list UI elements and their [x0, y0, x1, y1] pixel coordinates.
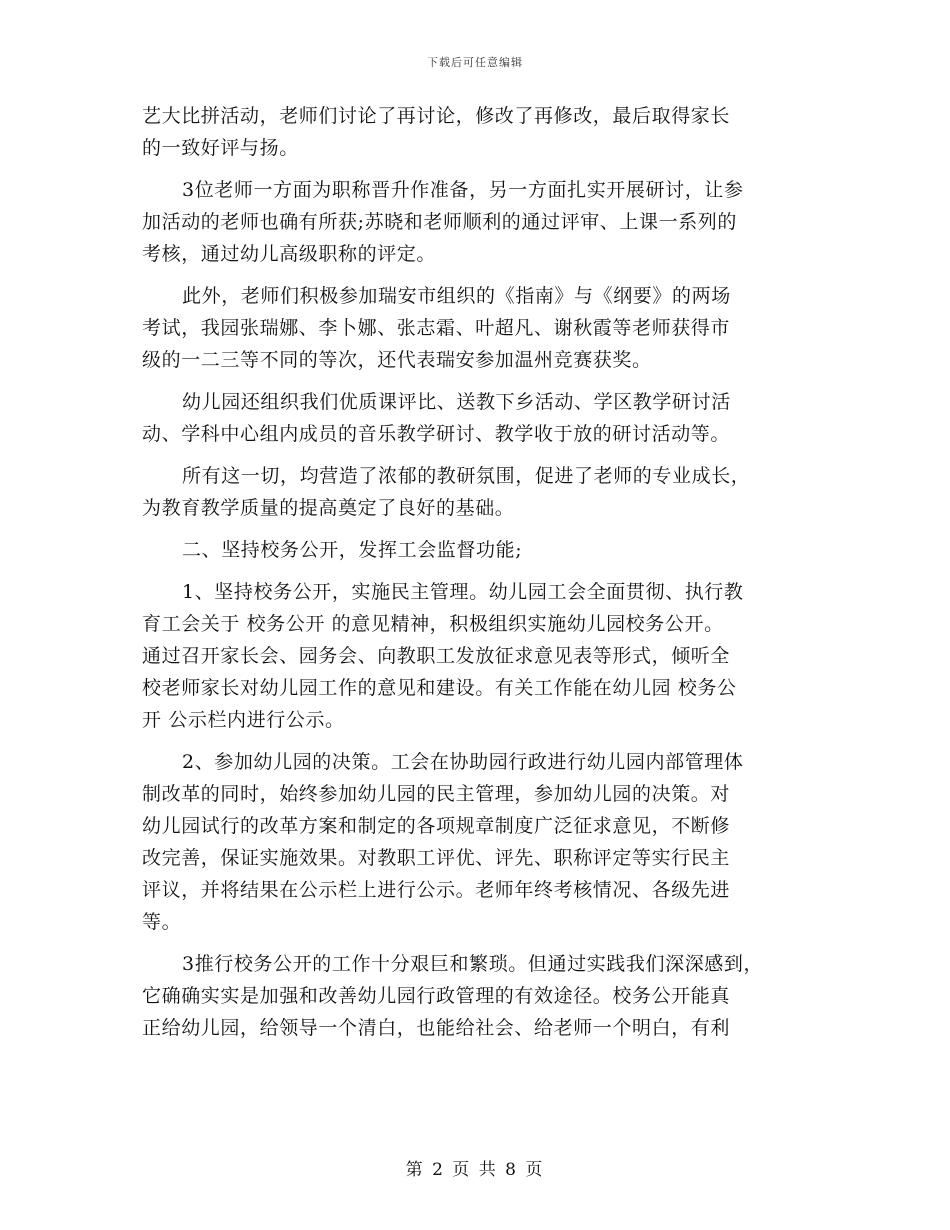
- text-line: 幼儿园试行的改革方案和制定的各项规章制度广泛征求意见，不断修: [142, 815, 731, 837]
- text-line: 等。: [142, 911, 182, 933]
- text-line: 开 公示栏内进行公示。: [142, 709, 345, 731]
- text-line: 通过召开家长会、园务会、向教职工发放征求意见表等形式，倾听全: [142, 645, 731, 667]
- text-line: 评议，并将结果在公示栏上进行公示。老师年终考核情况、各级先进: [142, 879, 731, 901]
- text-line: 考核，通过幼儿高级职称的评定。: [142, 243, 437, 265]
- paragraph-first-line: 幼儿园还组织我们优质课评比、送教下乡活动、学区教学研讨活: [182, 391, 731, 413]
- text-line: 的一致好评与扬。: [142, 137, 299, 159]
- page-header: 下载后可任意编辑: [427, 56, 523, 69]
- text-line: 校老师家长对幼儿园工作的意见和建设。有关工作能在幼儿园 校务公: [142, 677, 737, 699]
- paragraph-first-line: 此外，老师们积极参加瑞安市组织的《指南》与《纲要》的两场: [182, 285, 731, 307]
- section-heading: 二、坚持校务公开，发挥工会监督功能;: [182, 539, 523, 561]
- text-line: 为教育教学质量的提高奠定了良好的基础。: [142, 497, 515, 519]
- text-line: 考试，我园张瑞娜、李卜娜、张志霜、叶超凡、谢秋霞等老师获得市: [142, 317, 731, 339]
- text-line: 改完善，保证实施效果。对教职工评优、评先、职称评定等实行民主: [142, 847, 731, 869]
- text-line: 动、学科中心组内成员的音乐教学研讨、教学收于放的研讨活动等。: [142, 423, 731, 445]
- text-line: 艺大比拼活动，老师们讨论了再讨论，修改了再修改，最后取得家长: [142, 105, 731, 127]
- text-line: 级的一二三等不同的等次，还代表瑞安参加温州竞赛获奖。: [142, 349, 652, 371]
- text-line: 育工会关于 校务公开 的意见精神，积极组织实施幼儿园校务公开。: [142, 613, 724, 635]
- paragraph-first-line: 2、参加幼儿园的决策。工会在协助园行政进行幼儿园内部管理体: [182, 751, 744, 773]
- text-line: 加活动的老师也确有所获;苏晓和老师顺利的通过评审、上课一系列的: [142, 211, 738, 233]
- paragraph-first-line: 3位老师一方面为职称晋升作准备，另一方面扎实开展研讨，让参: [182, 179, 744, 201]
- text-line: 正给幼儿园，给领导一个清白，也能给社会、给老师一个明白，有利: [142, 1017, 731, 1039]
- document-body: [142, 100, 822, 1044]
- paragraph-first-line: 3推行校务公开的工作十分艰巨和繁琐。但通过实践我们深深感到，: [182, 953, 764, 975]
- paragraph-first-line: 所有这一切，均营造了浓郁的教研氛围，促进了老师的专业成长，: [182, 465, 751, 487]
- text-line: 制改革的同时，始终参加幼儿园的民主管理，参加幼儿园的决策。对: [142, 783, 731, 805]
- page-number-footer: 第 2 页 共 8 页: [405, 1160, 545, 1180]
- text-line: 它确确实实是加强和改善幼儿园行政管理的有效途径。校务公开能真: [142, 985, 731, 1007]
- paragraph-first-line: 1、坚持校务公开，实施民主管理。幼儿园工会全面贯彻、执行教: [182, 581, 744, 603]
